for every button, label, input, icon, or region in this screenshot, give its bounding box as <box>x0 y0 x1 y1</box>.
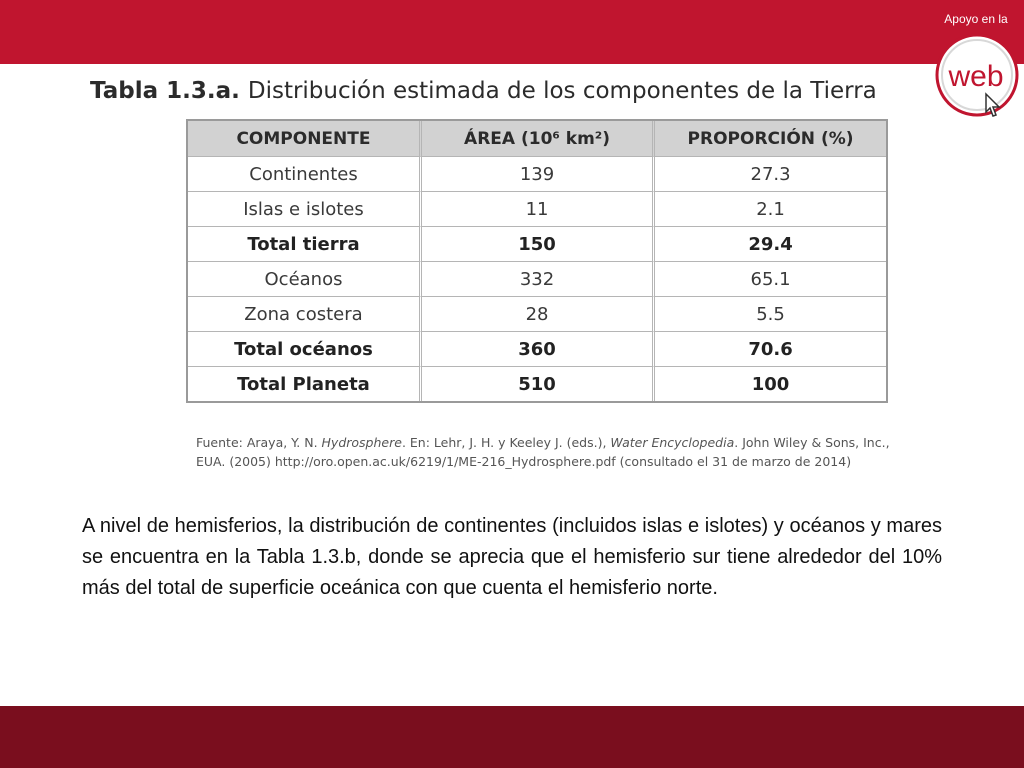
cell-proportion: 100 <box>751 373 790 395</box>
source-suffix: . John Wiley & Sons, Inc., EUA. (2005) http://oro.open.ac.uk/6219/1/ME-216_Hydrosphere.pdf (consultado el 31 de marzo de 2014) <box>196 435 890 469</box>
table-header-row <box>188 121 886 157</box>
cell-component: Total tierra <box>188 227 422 262</box>
bottom-banner <box>0 706 1024 768</box>
cell-proportion: 29.4 <box>655 227 886 262</box>
cell-proportion: 70.6 <box>655 332 886 367</box>
source-title-hydrosphere: Hydrosphere <box>321 435 402 450</box>
table-row <box>188 367 886 401</box>
table-source-note <box>196 433 896 471</box>
table-row <box>188 332 886 367</box>
cell-component: Islas e islotes <box>188 192 422 227</box>
header-area: ÁREA (10⁶ km²) <box>422 121 655 157</box>
cell-area: 11 <box>422 192 655 227</box>
table-title-text: Distribución estimada de los componentes de la Tierra <box>247 78 877 104</box>
table-row <box>188 192 886 227</box>
cell-proportion: 2.1 <box>655 192 886 227</box>
cell-area: 332 <box>422 262 655 297</box>
table-row <box>188 297 886 332</box>
cell-component: Zona costera <box>188 297 422 332</box>
table-row <box>188 157 886 192</box>
table-title <box>90 78 877 104</box>
cell-proportion: 5.5 <box>655 297 886 332</box>
cell-component: Continentes <box>188 157 422 192</box>
top-banner <box>0 0 1024 64</box>
source-prefix: Fuente: Araya, Y. N. <box>196 435 322 450</box>
cell-area: 360 <box>422 332 655 367</box>
table-row <box>188 262 886 297</box>
cell-proportion: 27.3 <box>655 157 886 192</box>
cell-area: 510 <box>422 367 655 401</box>
cell-area: 150 <box>422 227 655 262</box>
cell-component: Océanos <box>188 262 422 297</box>
source-middle: . En: Lehr, J. H. y Keeley J. (eds.), <box>401 435 611 450</box>
cell-component: Total océanos <box>188 332 422 367</box>
table-title-label: Tabla 1.3.a. <box>90 78 240 104</box>
header-proportion: PROPORCIÓN (%) <box>655 121 886 157</box>
web-logo-text: web <box>948 60 1004 93</box>
cell-proportion: 65.1 <box>655 262 886 297</box>
cell-area: 28 <box>422 297 655 332</box>
cell-component: Total Planeta <box>188 367 422 401</box>
body-paragraph: A nivel de hemisferios, la distribución de continentes (incluidos islas e islotes) y océanos y mares se encuentra en la Tabla 1.3.b, donde se aprecia que el hemisferio sur tiene alrededor del 10% más del total de superficie oceánica con que cuenta el hemisferio norte. <box>82 515 942 599</box>
cell-area: 139 <box>422 157 655 192</box>
table-row <box>188 227 886 262</box>
source-title-encyclopedia: Water Encyclopedia <box>610 435 735 450</box>
header-component: COMPONENTE <box>188 121 422 157</box>
components-table <box>186 119 888 403</box>
web-logo-icon[interactable] <box>934 32 1024 124</box>
web-support-label: Apoyo en la <box>944 12 1008 26</box>
